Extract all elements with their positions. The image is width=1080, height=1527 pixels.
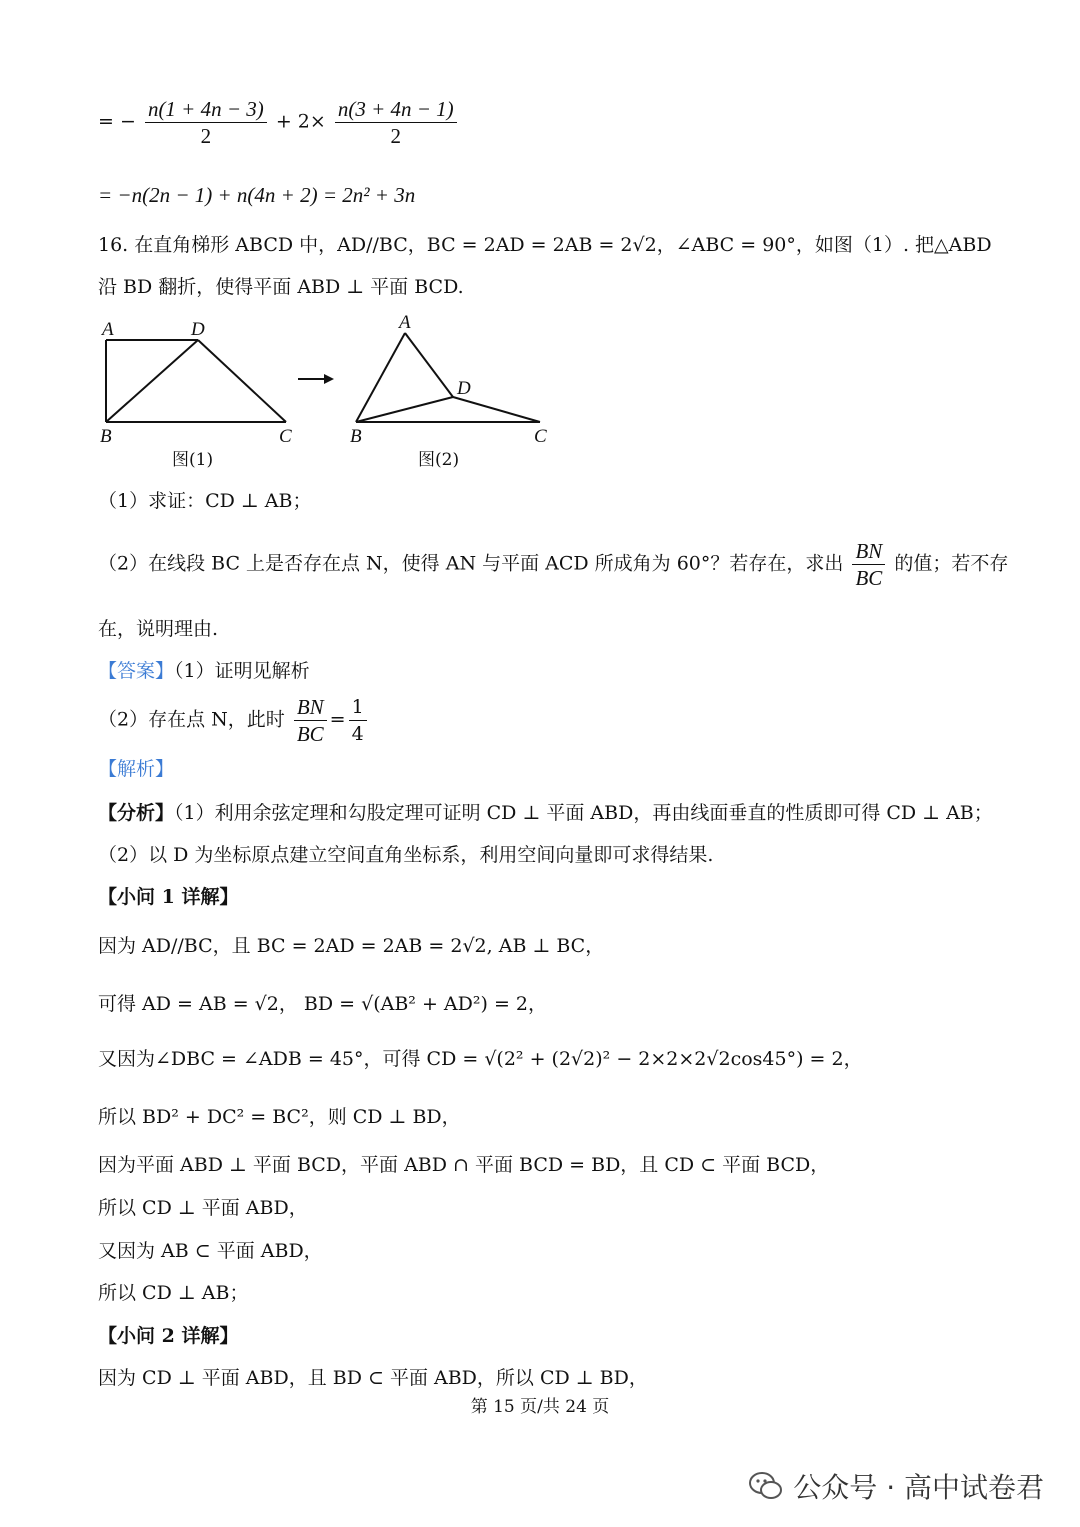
fig1-label-A: A <box>102 319 114 340</box>
sub-question-2-tag: 【小问 2 详解】 <box>98 1325 239 1347</box>
solution-1-line-5: 因为平面 ABD ⊥ 平面 BCD，平面 ABD ∩ 平面 BCD = BD，且 CD ⊂ 平面 BCD， <box>98 1154 830 1176</box>
watermark <box>749 1466 1044 1506</box>
eq1-frac1-numerator: n(1 + 4n − 3) <box>145 96 267 123</box>
answer-line-1 <box>98 658 310 684</box>
fig2-label-D: D <box>457 378 471 399</box>
answer-line-2 <box>98 694 370 747</box>
solution-1-line-7: 又因为 AB ⊂ 平面 ABD， <box>98 1240 323 1262</box>
fenxi-line-1 <box>98 800 993 826</box>
fig2-label-A: A <box>399 312 411 333</box>
eq1-prefix: = − <box>98 110 136 133</box>
question-2 <box>98 538 1008 591</box>
fenxi-line-2: （2）以 D 为坐标原点建立空间直角坐标系，利用空间向量即可求得结果. <box>98 844 714 866</box>
geometry-figures <box>90 308 570 480</box>
figure-1-trapezoid <box>106 340 286 422</box>
figure-2-folded <box>356 333 540 422</box>
eq1-middle: + 2× <box>275 110 326 133</box>
answer-2-equals: = <box>329 708 346 731</box>
answer-2-fraction <box>294 694 327 747</box>
question-2-text: （2）在线段 BC 上是否存在点 N，使得 AN 与平面 ACD 所成角为 60°？若存在，求出 <box>98 552 844 575</box>
eq1-frac2-numerator: n(3 + 4n − 1) <box>335 96 457 123</box>
answer-2-frac2-den: 4 <box>351 723 364 745</box>
solution-2-line-1: 因为 CD ⊥ 平面 ABD，且 BD ⊂ 平面 ABD，所以 CD ⊥ BD， <box>98 1367 648 1389</box>
question-2-fraction <box>852 538 885 591</box>
solution-1-line-8: 所以 CD ⊥ AB； <box>98 1282 249 1304</box>
eq1-fraction-2 <box>335 96 457 149</box>
page-footer: 第 15 页/共 24 页 <box>470 1397 610 1417</box>
solution-1-line-3: 又因为∠DBC = ∠ADB = 45°，可得 CD = √(2² + (2√2)² − 2×2×2√2cos45°) = 2， <box>98 1048 863 1070</box>
answer-1: （1）证明见解析 <box>174 660 310 682</box>
fig1-label-B: B <box>100 426 112 447</box>
eq1-fraction-1 <box>145 96 267 149</box>
solution-1-line-1: 因为 AD//BC，且 BC = 2AD = 2AB = 2√2, AB ⊥ BC， <box>98 935 605 957</box>
answer-2-frac2-num: 1 <box>349 694 367 721</box>
answer-2-text: （2）存在点 N，此时 <box>98 708 285 731</box>
question-2-line-2: 在，说明理由. <box>98 618 219 640</box>
solution-1-line-6: 所以 CD ⊥ 平面 ABD， <box>98 1197 308 1219</box>
answer-2-fraction-value <box>349 694 367 747</box>
problem-line-1: 16. 在直角梯形 ABCD 中，AD//BC，BC = 2AD = 2AB = 2√2，∠ABC = 90°，如图（1）. 把△ABD <box>98 234 992 256</box>
answer-2-frac1-num: BN <box>294 694 327 721</box>
fenxi-tag: 【分析】 <box>98 802 175 824</box>
equation-line-1 <box>98 96 460 149</box>
question-2-tail: 的值；若不存 <box>894 552 1009 575</box>
answer-2-frac1-den: BC <box>296 722 324 746</box>
wechat-icon <box>749 1471 783 1501</box>
arrow-icon <box>298 374 334 384</box>
fig2-label-C: C <box>534 426 547 447</box>
watermark-text: 公众号 · 高中试卷君 <box>793 1471 1044 1504</box>
sub-question-1-tag: 【小问 1 详解】 <box>98 886 239 908</box>
question-2-frac-num: BN <box>852 538 885 565</box>
eq1-frac1-denominator: 2 <box>200 124 212 148</box>
fig2-label-B: B <box>350 426 362 447</box>
solution-1-line-4: 所以 BD² + DC² = BC²，则 CD ⊥ BD， <box>98 1106 461 1128</box>
fig1-label-C: C <box>279 426 292 447</box>
question-1: （1）求证：CD ⊥ AB； <box>98 490 312 512</box>
problem-line-2: 沿 BD 翻折，使得平面 ABD ⊥ 平面 BCD. <box>98 276 464 298</box>
solution-1-line-2: 可得 AD = AB = √2， BD = √(AB² + AD²) = 2， <box>98 993 547 1015</box>
analysis-tag: 【解析】 <box>98 758 175 780</box>
answer-tag: 【答案】 <box>98 660 175 682</box>
question-2-frac-den: BC <box>855 566 883 590</box>
fig1-caption: 图(1) <box>172 450 214 470</box>
equation-line-2: = −n(2n − 1) + n(4n + 2) = 2n² + 3n <box>98 183 416 207</box>
fig1-label-D: D <box>191 319 205 340</box>
fenxi-text-1: （1）利用余弦定理和勾股定理可证明 CD ⊥ 平面 ABD，再由线面垂直的性质即可得 CD ⊥ AB； <box>174 802 993 824</box>
eq1-frac2-denominator: 2 <box>390 124 401 148</box>
fig2-caption: 图(2) <box>418 450 460 470</box>
